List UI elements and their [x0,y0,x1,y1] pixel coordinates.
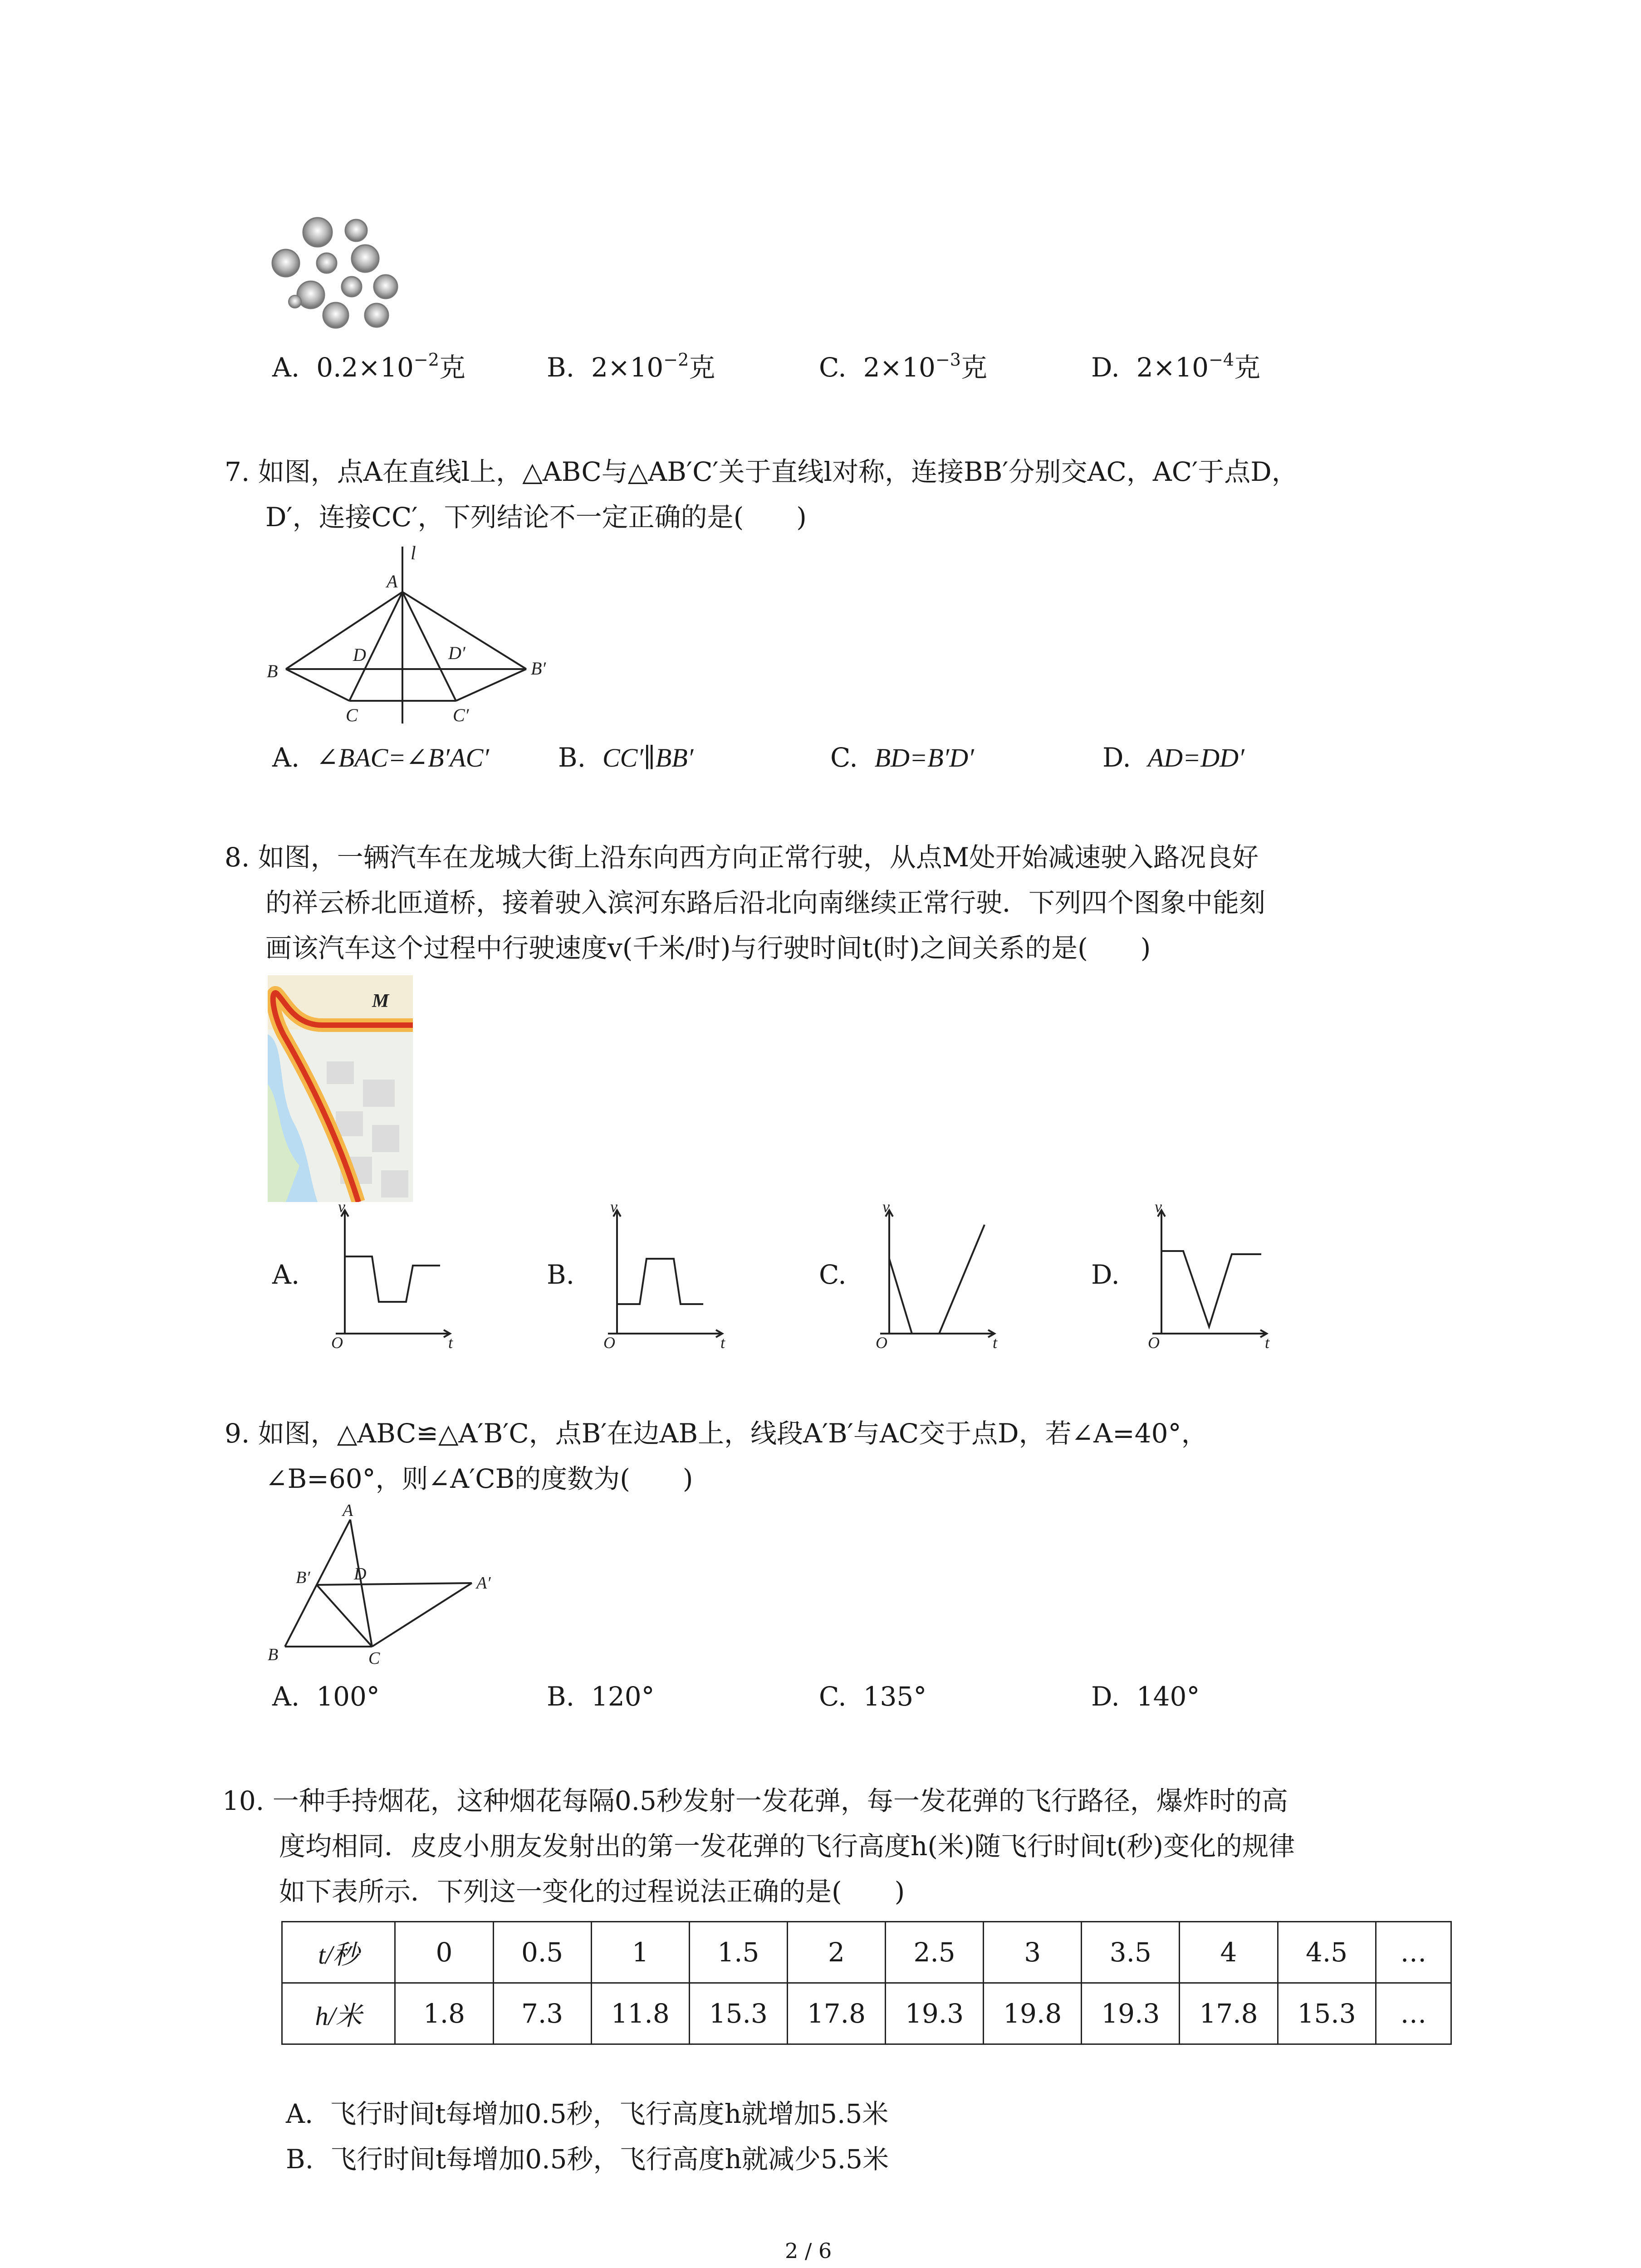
graph-c-o: O [876,1334,887,1352]
q6-option-d[interactable]: D. $2\times 10^{-4}$克 [1091,350,1261,383]
q10-data-table [281,1921,1452,2045]
q9-option-d[interactable]: D. 140° [1091,1681,1200,1712]
label-a2: A′ [476,1574,491,1593]
q7-option-d[interactable]: D. AD=DD′ [1102,742,1244,773]
graph-a-t: t [448,1334,453,1352]
q8-stem-line3: 画该汽车这个过程中行驶速度v(千米/时)与行驶时间t(时)之间关系的是( ) [265,933,1151,963]
q9-stem-line1: 9. 如图，△ABC≌△A′B′C，点B′在边AB上，线段A′B′与AC交于点D，若∠A=40°， [225,1418,1208,1449]
q10-stem-line1: 10. 一种手持烟花，这种烟花每隔0.5秒发射一发花弹，每一发花弹的飞行路径，爆炸时的高 [222,1785,1288,1816]
segment-b2c2 [456,669,526,701]
label-a: A [387,571,398,591]
graph-c-v: v [882,1202,890,1216]
q10-stem-line3: 如下表所示．下列这一变化的过程说法正确的是( ) [279,1876,905,1907]
label-b2: B′ [296,1568,310,1587]
q8-stem-line2: 的祥云桥北匝道桥，接着驶入滨河东路后沿北向南继续正常行驶．下列四个图象中能刻 [265,887,1266,918]
q8-map [268,975,413,1202]
map-label-m: M [372,991,389,1012]
label-c: C [346,705,358,725]
label-b2: B′ [531,658,546,679]
page-number: 2 / 6 [785,2239,832,2263]
q8-option-b-letter[interactable]: B. [547,1259,575,1290]
table-row: h/米 1.8 7.3 11.8 15.3 17.8 19.3 19.8 19.3 17.8 15.3 … [282,1983,1451,2044]
q7-figure [263,542,572,733]
graph-d-v: v [1155,1202,1162,1216]
segment-ab [286,592,402,669]
q7-option-c[interactable]: C. BD=B′D′ [830,742,974,773]
segment-bc [286,669,349,701]
label-b: B [267,661,278,681]
q7-stem-line2: D′，连接CC′，下列结论不一定正确的是( ) [265,502,807,533]
segment-a2c [372,1583,472,1647]
graph-c-t: t [993,1334,998,1352]
diamonds-image [268,213,408,340]
q10-stem-line2: 度均相同．皮皮小朋友发射出的第一发花弹的飞行高度h(米)随飞行时间t(秒)变化的规律 [279,1831,1295,1862]
q8-option-a-letter[interactable]: A. [272,1259,300,1290]
label-d: D [353,645,366,665]
q9-option-b[interactable]: B. 120° [547,1681,655,1712]
label-d: D [354,1564,367,1584]
q8-graph-a[interactable] [313,1202,463,1352]
graph-a-v: v [338,1202,345,1216]
q7-option-b[interactable]: B. CC′∥BB′ [558,742,694,773]
graph-d-o: O [1148,1334,1160,1352]
q9-option-a[interactable]: A. 100° [272,1681,380,1712]
label-a: A [343,1501,353,1520]
q6-option-c[interactable]: C. $2\times 10^{-3}$克 [819,350,987,383]
label-c: C [368,1649,380,1668]
q7-stem-line1: 7. 如图，点A在直线l上，△ABC与△AB′C′关于直线l对称，连接BB′分别交AC，AC′于点D， [225,456,1298,487]
table-row: t/秒 0 0.5 1 1.5 2 2.5 3 3.5 4 4.5 … [282,1922,1451,1983]
q9-figure [263,1501,508,1683]
label-l: l [411,543,416,564]
q8-option-d-letter[interactable]: D. [1091,1259,1120,1290]
graph-b-t: t [720,1334,725,1352]
q7-option-a[interactable]: A. ∠BAC=∠B′AC′ [272,742,489,773]
q9-stem-line2: ∠B=60°，则∠A′CB的度数为( ) [265,1463,693,1494]
q9-option-c[interactable]: C. 135° [819,1681,927,1712]
q8-graph-c[interactable] [857,1202,1007,1352]
label-d2: D′ [448,643,465,663]
graph-a-o: O [331,1334,343,1352]
q10-option-a[interactable]: A. 飞行时间t每增加0.5秒，飞行高度h就增加5.5米 [286,2098,889,2129]
q8-graph-d[interactable] [1130,1202,1279,1352]
q6-option-a[interactable]: A. $0.2\times 10^{-2}$克 [272,350,465,383]
graph-b-v: v [610,1202,617,1216]
q8-graph-b[interactable] [585,1202,735,1352]
q8-option-c-letter[interactable]: C. [819,1259,847,1290]
label-c2: C′ [453,705,469,725]
label-b: B [268,1645,279,1664]
segment-b2a2 [317,1583,472,1585]
segment-ab [285,1520,350,1647]
diamond-cluster [272,218,397,328]
q10-option-b[interactable]: B. 飞行时间t每增加0.5秒，飞行高度h就减少5.5米 [286,2144,889,2175]
graph-b-o: O [603,1334,615,1352]
graph-d-t: t [1265,1334,1270,1352]
q6-option-b[interactable]: B. $2\times 10^{-2}$克 [547,350,715,383]
q8-stem-line1: 8. 如图，一辆汽车在龙城大街上沿东向西方向正常行驶，从点M处开始减速驶入路况良好 [225,842,1259,873]
